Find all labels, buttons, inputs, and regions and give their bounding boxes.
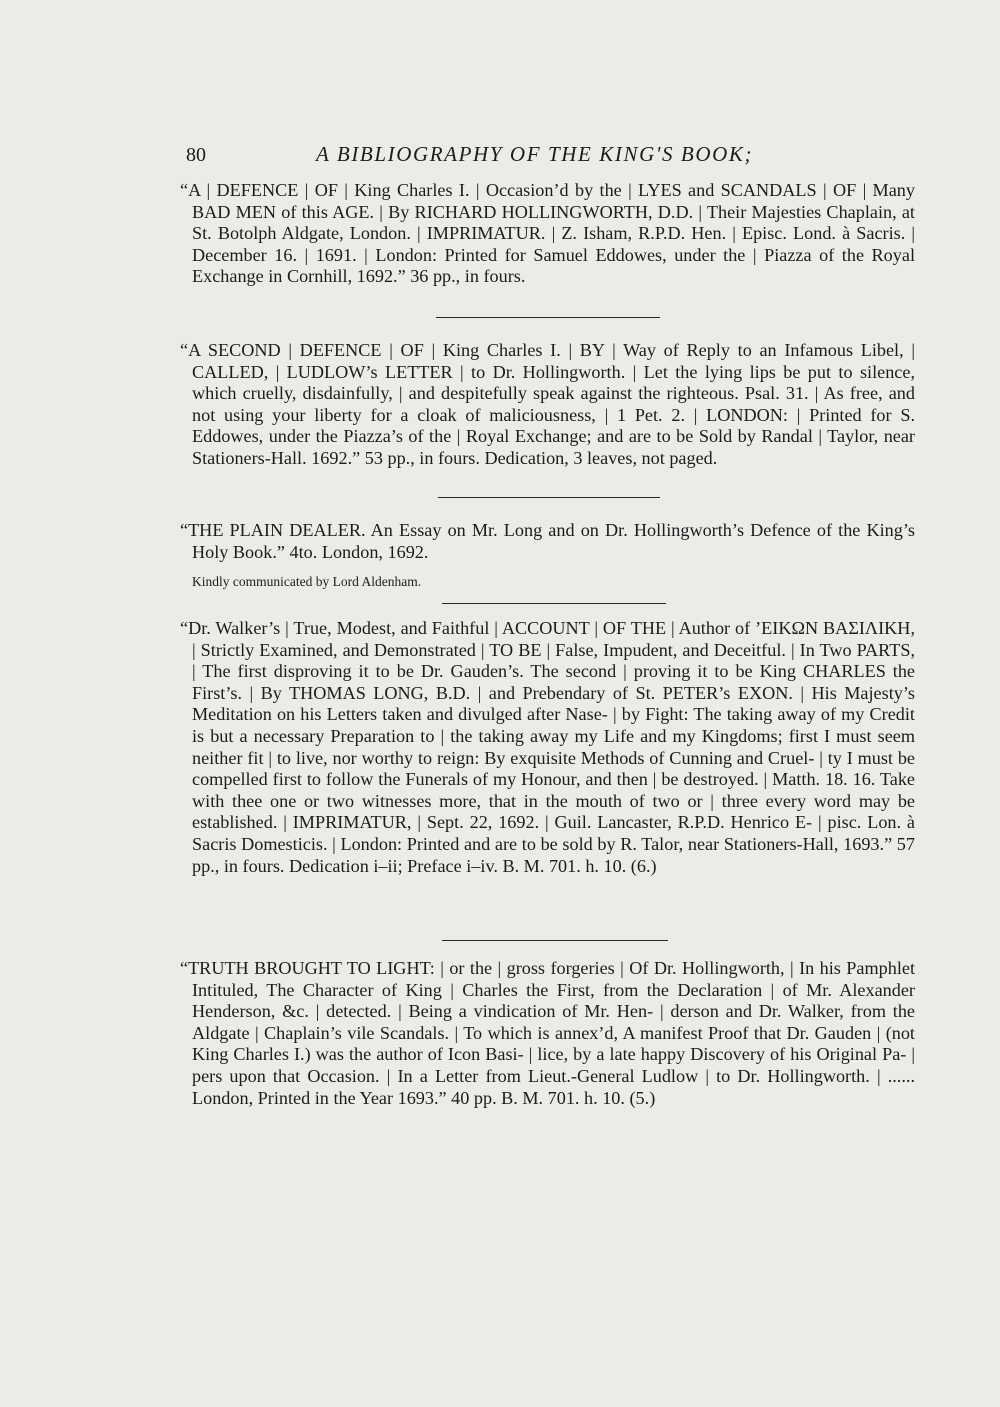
page-number: 80 <box>186 144 206 166</box>
entry-plain-dealer <box>180 520 915 593</box>
entry-text: “Dr. Walker’s | True, Modest, and Faithful | ACCOUNT | OF THE | Author of ’EIKΩN BAΣIΛIKH, | Strictly Examined, and Demonstrated | TO BE | False, Impudent, and Deceitful. | In Two PARTS, | The first disproving it to be Dr. Gauden’s. The second | proving it to be King CHARLES the First’s. | By THOMAS LONG, B.D. | and Prebendary of St. PETER’s EXON. | His Majesty’s Meditation on his Letters taken and divulged after Nase- | by Fight: The taking away of my Credit is but a necessary Preparation to | the taking away my Life and my Kingdoms; first I must seem neither fit | to live, nor worthy to reign: By exquisite Methods of Cunning and Cruel- | ty I must be compelled first to follow the Funerals of my Honour, and then | be destroyed. | Matth. 18. 16. Take with thee one or two witnesses more, that in the mouth of two or | three every word may be established. | IMPRIMATUR, | Sept. 22, 1692. | Guil. Lancaster, R.P.D. Henrico E- | pisc. Lon. à Sacris Domesticis. | London: Printed and are to be sold by R. Talor, near Stationers-Hall, 1693.” 57 pp., in fours. Dedication i–ii; Preface i–iv. B. M. 701. h. 10. (6.) <box>180 618 915 876</box>
divider-rule <box>442 940 668 941</box>
entry-second-defence <box>180 340 915 470</box>
entry-text: “A SECOND | DEFENCE | OF | King Charles I. | BY | Way of Reply to an Infamous Libel, | CALLED, | LUDLOW’s LETTER | to Dr. Hollingworth. | Let the lying lips be put to silence, which cruelly, disdainfully, | and despitefully speak against the righteous. Psal. 31. | As free, and not using your liberty for a cloak of maliciousness, | 1 Pet. 2. | LONDON: | Printed for S. Eddowes, under the Piazza’s of the | Royal Exchange; and are to be Sold by Randal | Taylor, near Stationers-Hall. 1692.” 53 pp., in fours. Dedication, 3 leaves, not paged. <box>180 340 915 468</box>
page-header <box>0 138 1000 168</box>
running-head: A BIBLIOGRAPHY OF THE KING'S BOOK; <box>316 142 754 166</box>
entry-defence-king-charles <box>180 180 915 288</box>
entry-text: “TRUTH BROUGHT TO LIGHT: | or the | gross forgeries | Of Dr. Hollingworth, | In his Pamphlet Intituled, The Character of King | Charles the First, from the Declaration | of Mr. Alexander Henderson, &c. | detected. | Being a vindication of Mr. Hen- | derson and Dr. Walker, from the Aldgate | Chaplain’s vile Scandals. | To which is annex’d, A manifest Proof that Dr. Gauden | (not King Charles I.) was the author of Icon Basi- | lice, by a late happy Discovery of his Original Pa- | pers upon that Occasion. | In a Letter from Lieut.-General Ludlow | to Dr. Hollingworth. | ...... London, Printed in the Year 1693.” 40 pp. B. M. 701. h. 10. (5.) <box>180 958 915 1108</box>
divider-rule <box>436 317 660 318</box>
entry-walker-account <box>180 618 915 877</box>
entry-text: “THE PLAIN DEALER. An Essay on Mr. Long and on Dr. Hollingworth’s Defence of the King’s Holy Book.” 4to. London, 1692. <box>180 520 915 562</box>
entry-note: Kindly communicated by Lord Aldenham. <box>192 574 422 590</box>
divider-rule <box>438 497 660 498</box>
entry-truth-brought-to-light <box>180 958 915 1109</box>
divider-rule <box>442 603 666 604</box>
entry-text: “A | DEFENCE | OF | King Charles I. | Occasion’d by the | LYES and SCANDALS | OF | Many BAD MEN of this AGE. | By RICHARD HOLLINGWORTH, D.D. | Their Majesties Chaplain, at St. Botolph Aldgate, London. | IMPRIMATUR. | Z. Isham, R.P.D. Hen. | Episc. Lond. à Sacris. | December 16. | 1691. | London: Printed for Samuel Eddowes, under the | Piazza of the Royal Exchange in Cornhill, 1692.” 36 pp., in fours. <box>180 180 915 287</box>
